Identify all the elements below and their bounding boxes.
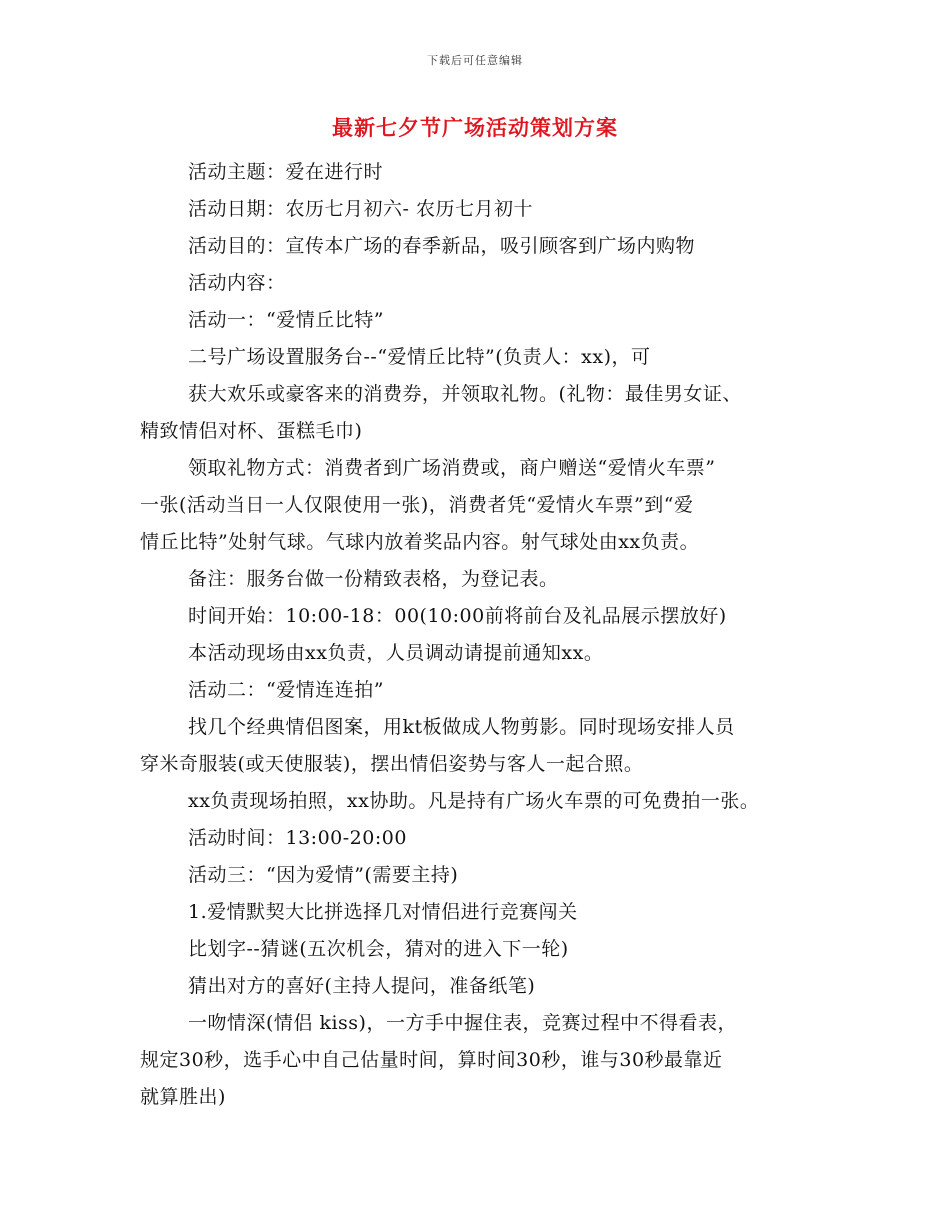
paragraph-line: 就算胜出) <box>140 1086 226 1108</box>
paragraph-line: 情丘比特”处射气球。气球内放着奖品内容。射气球处由xx负责。 <box>140 531 700 553</box>
paragraph-line: 猜出对方的喜好(主持人提问，准备纸笔) <box>188 975 536 997</box>
paragraph-line: xx负责现场拍照，xx协助。凡是持有广场火车票的可免费拍一张。 <box>188 790 760 812</box>
paragraph-line: 比划字--猜谜(五次机会，猜对的进入下一轮) <box>188 938 569 960</box>
paragraph-line: 活动主题：爱在进行时 <box>188 161 384 183</box>
paragraph-line: 精致情侣对杯、蛋糕毛巾) <box>140 420 363 442</box>
section-heading: 活动三：“因为爱情”(需要主持) <box>188 864 459 886</box>
paragraph-line: 找几个经典情侣图案，用kt板做成人物剪影。同时现场安排人员 <box>188 716 735 738</box>
paragraph-line: 一吻情深(情侣 kiss)，一方手中握住表，竞赛过程中不得看表， <box>188 1012 737 1034</box>
paragraph-line: 活动日期：农历七月初六- 农历七月初十 <box>188 198 533 220</box>
paragraph-line: 活动时间：13:00-20:00 <box>188 827 407 849</box>
paragraph-line: 二号广场设置服务台--“爱情丘比特”(负责人：xx)，可 <box>188 346 651 368</box>
paragraph-line: 穿米奇服装(或天使服装)，摆出情侣姿势与客人一起合照。 <box>140 753 644 775</box>
paragraph-line: 1.爱情默契大比拼选择几对情侣进行竞赛闯关 <box>188 901 578 923</box>
section-heading: 活动一：“爱情丘比特” <box>188 309 384 331</box>
paragraph-line: 活动内容： <box>188 272 286 294</box>
document-body <box>140 154 830 1116</box>
section-heading: 活动二：“爱情连连拍” <box>188 679 384 701</box>
header-note: 下载后可任意编辑 <box>427 54 523 67</box>
paragraph-line: 领取礼物方式：消费者到广场消费或，商户赠送“爱情火车票” <box>188 457 716 479</box>
paragraph-line: 一张(活动当日一人仅限使用一张)，消费者凭“爱情火车票”到“爱 <box>140 494 694 516</box>
paragraph-line: 活动目的：宣传本广场的春季新品，吸引顾客到广场内购物 <box>188 235 696 257</box>
paragraph-line: 本活动现场由xx负责，人员调动请提前通知xx。 <box>188 642 604 664</box>
paragraph-line: 规定30秒，选手心中自己估量时间，算时间30秒，谁与30秒最靠近 <box>140 1049 723 1071</box>
paragraph-line: 备注：服务台做一份精致表格，为登记表。 <box>188 568 559 590</box>
paragraph-line: 获大欢乐或豪客来的消费券，并领取礼物。(礼物：最佳男女证、 <box>188 383 742 405</box>
document-title: 最新七夕节广场活动策划方案 <box>332 115 618 140</box>
paragraph-line: 时间开始：10:00-18：00(10:00前将前台及礼品展示摆放好) <box>188 605 727 627</box>
